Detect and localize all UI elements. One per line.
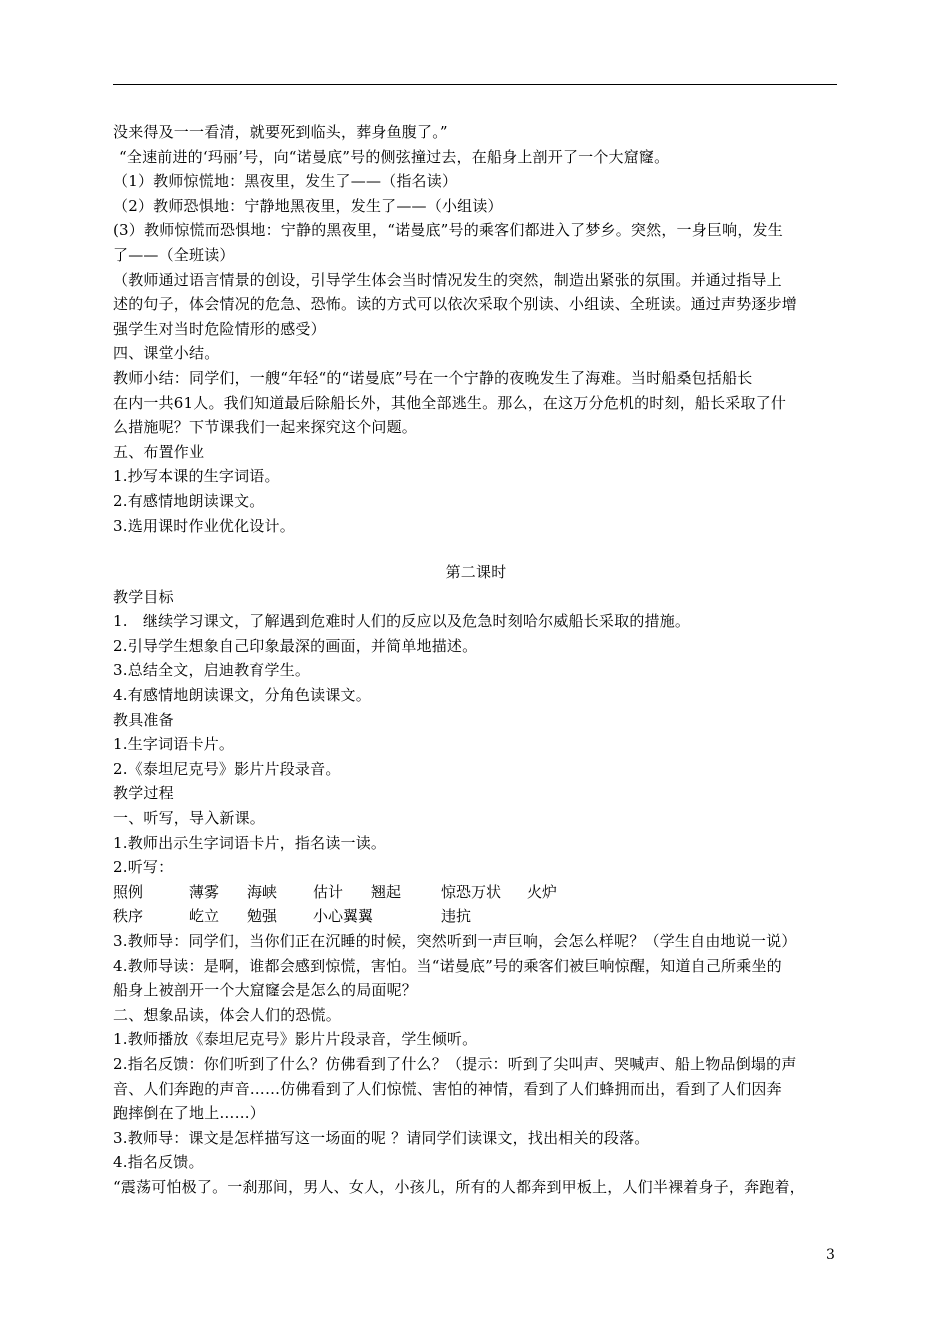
list-item: 1. 继续学习课文，了解遇到危难时人们的反应以及危急时刻哈尔威船长采取的措施。 [113,612,691,631]
word-cell: 屹立 [189,907,220,926]
list-item: 2.有感情地朗读课文。 [113,491,265,510]
list-item: 1.生字词语卡片。 [113,735,235,754]
section-heading: 二、想象品读，体会人们的恐慌。 [113,1005,342,1024]
list-item: 1.教师播放《泰坦尼克号》影片片段录音，学生倾听。 [113,1030,478,1049]
word-cell: 惊恐万状 [441,882,502,901]
word-cell: 勉强 [247,907,278,926]
text-block-top [113,120,839,538]
text-line: 4.教师导读：是啊，谁都会感到惊慌，害怕。当“诺曼底”号的乘客们被巨响惊醒，知道自己所乘坐的 [113,956,782,975]
text-line: (3）教师惊慌而恐惧地：宁静的黑夜里，“诺曼底”号的乘客们都进入了梦乡。突然，一身巨响，发生 [113,221,783,240]
word-cell [527,904,587,929]
text-line: 么措施呢？下节课我们一起来探究这个问题。 [113,418,418,437]
text-line: “全速前进的‘玛丽’号，向“诺曼底”号的侧弦撞过去，在船身上剖开了一个大窟窿。 [119,147,670,166]
list-item: 3.教师导：课文是怎样描写这一场面的呢 ？请同学们读课文，找出相关的段落。 [113,1128,650,1147]
list-item: 4.指名反馈。 [113,1153,204,1172]
text-line: 3.教师导：同学们，当你们正在沉睡的时候，突然听到一声巨响，会怎么样呢？（学生自由地说一说） [113,932,797,950]
section-heading: 一、听写，导入新课。 [113,809,266,828]
text-line: （2）教师恐惧地：宁静地黑夜里，发生了——（小组读） [113,196,503,215]
list-item: 4.有感情地朗读课文，分角色读课文。 [113,686,371,705]
text-line: 述的句子，体会情况的危急、恐怖。读的方式可以依次采取个别读、小组读、全班读。通过声势逐步增 [113,295,798,314]
word-cell: 火炉 [527,882,558,901]
list-item: 2.引导学生想象自己印象最深的画面，并简单地描述。 [113,636,478,655]
section-title: 第二课时 [445,563,507,582]
text-line: 在内一共61人。我们知道最后除船长外，其他全部逃生。那么，在这万分危机的时刻，船长采取了什 [113,393,787,412]
text-line: 跑摔倒在了地上……） [113,1104,266,1123]
section-heading: 教学过程 [113,784,174,803]
list-item: 3.选用课时作业优化设计。 [113,516,295,535]
list-item: 1.抄写本课的生字词语。 [113,467,280,486]
section-heading: 教具准备 [113,710,174,729]
section-heading: 教学目标 [113,587,174,606]
word-cell: 薄雾 [189,882,220,901]
word-cell: 违抗 [441,907,472,926]
word-cell: 照例 [113,882,144,901]
word-cell: 估计 [313,882,344,901]
word-cell: 海峡 [247,882,278,901]
list-item: 3.总结全文，启迪教育学生。 [113,661,311,680]
list-item: 2.指名反馈：你们听到了什么？仿佛看到了什么？（提示：听到了尖叫声、哭喊声、船上物品倒塌的声 [113,1054,797,1073]
text-line: 没来得及一一看清，就要死到临头，葬身鱼腹了。” [113,123,448,141]
list-item: 2.听写： [113,858,174,877]
quote-line: “震荡可怕极了。一刹那间，男人、女人，小孩儿，所有的人都奔到甲板上，人们半裸着身子，奔跑着， [113,1177,805,1196]
text-line: 船身上被剖开一个大窟窿会是怎么的局面呢？ [113,981,418,1000]
page-number: 3 [826,1247,835,1263]
text-line: （教师通过语言情景的创设，引导学生体会当时情况发生的突然，制造出紧张的氛围。并通过指导上 [113,270,782,289]
word-cell: 秩序 [113,907,144,926]
page-content [113,120,839,1200]
section-heading: 四、课堂小结。 [113,344,220,363]
dictation-word-table [113,880,587,929]
word-row [113,904,587,929]
text-block-middle [113,585,839,880]
text-line: 强学生对当时危险情形的感受） [113,319,326,338]
text-line: 了——（全班读） [113,245,235,264]
text-block-bottom [113,929,839,1200]
section-heading: 五、布置作业 [113,442,205,461]
text-line: （1）教师惊慌地：黑夜里，发生了——（指名读） [113,172,458,191]
header-rule [113,84,837,85]
word-cell: 小心翼翼 [313,907,374,926]
text-line: 教师小结：同学们，一艘“年轻“的“诺曼底”号在一个宁静的夜晚发生了海难。当时船桑包括船长 [113,368,753,387]
word-row [113,880,587,905]
list-item: 2.《泰坦尼克号》影片片段录音。 [113,759,341,778]
text-line: 音、人们奔跑的声音……仿佛看到了人们惊慌、害怕的神情，看到了人们蜂拥而出，看到了人们因奔 [113,1079,782,1098]
list-item: 1.教师出示生字词语卡片，指名读一读。 [113,833,387,852]
word-cell: 翘起 [371,882,402,901]
